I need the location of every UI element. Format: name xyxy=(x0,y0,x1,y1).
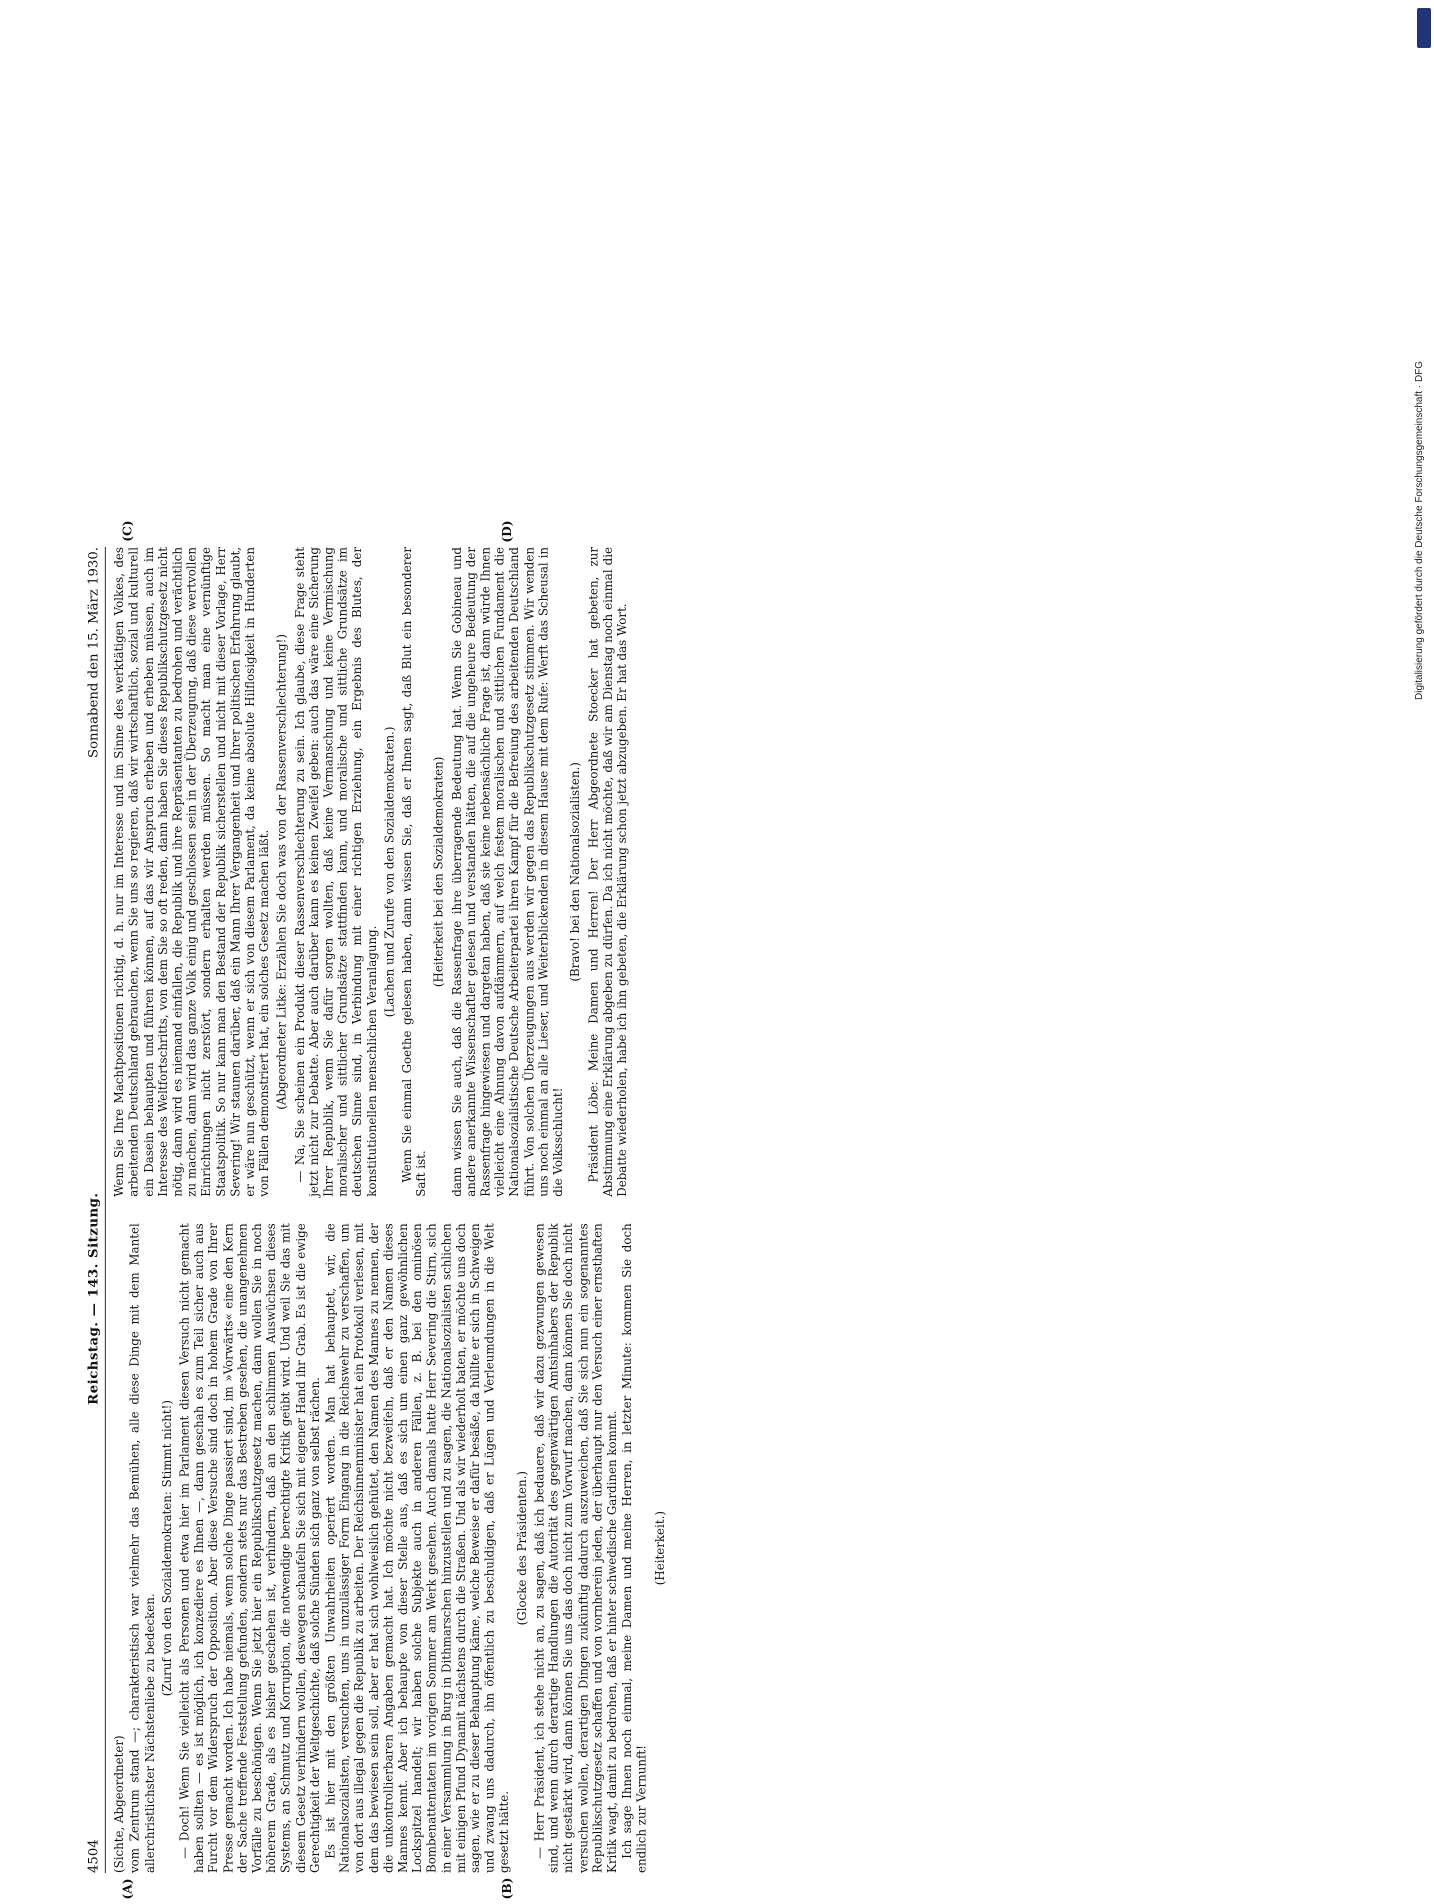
interjection: (Glocke des Präsidenten.) xyxy=(514,1470,529,1626)
interjection: (Zuruf von den Sozialdemokraten: Stimmt nicht!) xyxy=(159,1400,175,1697)
page-number: 4504 xyxy=(86,1839,102,1873)
paragraph: Präsident Löbe: Meine Damen und Herren! Der Herr Abgeordnete Stoecker hat gebeten, zur Abstimmung eine Erklärung abgeben zu dürfen. Da ich nicht möchte, daß wir am Dienstag noch einmal die Debatte wiederholen, habe ich ihn gebeten, die Erklärung schon jetzt abzugeben. Er hat das Wort. xyxy=(585,547,630,1197)
margin-marker-b: (B) xyxy=(499,1877,515,1900)
paragraph: — Doch! Wenn Sie vielleicht als Personen und etwa hier im Parlament diesen Versuch nicht gemacht haben sollten — es ist möglich, ich konzediere es Ihnen —, dann geschah es zum Teil sicher auch aus Furcht vor dem Widerspruch der Opposition. Aber diese Versuche sind doch in hohem Grade von Ihrer Presse gemacht worden. Ich habe niemals, wenn solche Dinge passiert sind, im »Vorwärts« eine den Kern der Sache treffende Feststellung gefunden, sondern stets nur das Bestreben gesehen, die unangenehmen Vorfälle zu beschönigen. Wenn Sie jetzt hier ein Republikschutzgesetz machen, dann wollen Sie in noch höherem Grade, als es bisher geschehen ist, verhindern, daß an den schlimmen Auswüchsen dieses Systems, an Schmutz und Korruption, die notwendige berechtigte Kritik geübt wird. Und weil Sie das mit diesem Gesetz verhindern wollen, deswegen schaufeln Sie sich mit eigener Hand ihr Grab. Es ist die ewige Gerechtigkeit der Weltgeschichte, daß solche Sünden sich ganz von selbst rächen. xyxy=(177,1223,322,1873)
digitization-note xyxy=(1414,10,1430,700)
left-column xyxy=(112,1223,669,1900)
paragraph: Wenn Sie einmal Goethe gelesen haben, dann wissen Sie, daß er Ihnen sagt, daß Blut ein besonderer Saft ist. xyxy=(399,547,429,1197)
interjection: (Heiterkeit bei den Sozialdemokraten) xyxy=(431,756,447,988)
margin-marker-c: (C) xyxy=(120,520,135,542)
document-page xyxy=(81,516,958,1903)
paragraph: vom Zentrum stand —; charakteristisch war vielmehr das Bemühen, alle diese Dinge mit dem Mantel allerchristlichster Nächstenliebe zu bedecken. xyxy=(127,1223,157,1873)
text-columns xyxy=(112,520,669,1900)
margin-marker-d: (D) xyxy=(499,520,515,543)
paragraph: — Na, Sie scheinen ein Produkt dieser Rassenverschlechterung zu sein. Ich glaube, diese Frage steht jetzt nicht zur Debatte. Aber auch darüber kann es keinen Zweifel geben: auch das wäre eine Sicherung Ihrer Republik, wenn Sie dafür sorgen wollten, daß keine Vermanschung und keine Vermischung moralischer und sittlicher Grundsätze stattfinden kann, und moralische und sittliche Grundsätze im deutschen Sinne sind, in Verbindung mit einer richtigen Erziehung, ein Ergebnis des Blutes, der konstitutionellen menschlichen Veranlagung. xyxy=(292,547,379,1197)
interjection: (Lachen und Zurufe von den Sozialdemokraten.) xyxy=(382,726,397,1018)
page-header xyxy=(88,547,107,1873)
paragraph: Ich sage Ihnen noch einmal, meine Damen und meine Herren, in letzter Minute: kommen Sie doch endlich zur Vernunft! xyxy=(620,1223,649,1873)
paragraph: Wenn Sie Ihre Machtpositionen richtig, d. h. nur im Interesse und im Sinne des werktätigen Volkes, des arbeitenden Deutschland gebrauchen, wenn Sie uns so regieren, daß wir wirtschaftlich, sozial und kulturell ein Dasein behaupten und führen können, auf das wir Anspruch erheben und erheben müssen, auch im Interesse des Weltfortschritts, von dem Sie so oft reden, dann haben Sie dieses Republikschutzgesetz nicht nötig, dann wird es niemand einfallen, die Republik und ihre Repräsentanten zu bedrohen und verächtlich zu machen, dann wird das ganze Volk einig und geschlossen sein in der Überzeugung, daß diese wertvollen Einrichtungen nicht zerstört, sondern erhalten werden müssen. So macht man eine vernünftige Staatspolitik. So nur kann man den Bestand der Republik sicherstellen und nicht mit dieser Vorlage, Herr Severing! Wir staunen darüber, daß ein Mann Ihrer Vergangenheit und Ihrer politischen Erfahrung glaubt, er wäre nun geschützt, wenn er sich von diesem Parlament, da keine absolute Hilflosigkeit in Hunderten von Fällen demonstriert hat, ein solches Gesetz machen läßt. xyxy=(112,547,272,1197)
session-date: Sonnabend den 15. März 1930. xyxy=(86,547,102,759)
paragraph: Es ist hier mit den größten Unwahrheiten operiert worden. Man hat behauptet, wir, die Nationalsozialisten, versuchten, uns in unzulässiger Form Eingang in die Reichswehr zu verschaffen, um von dort aus illegal gegen die Republik zu arbeiten. Der Reichsinnenminister hat ein Protokoll verlesen, mit dem das bewiesen sein soll, aber er hat sich wohlweislich gehütet, den Namen des Mannes zu nennen, der die unkontrollierbaren Angaben gemacht hat. Ich möchte nicht bezweifeln, daß er den Namen dieses Mannes kennt. Aber ich behaupte von dieser Stelle aus, daß es sich um einen ganz gewöhnlichen Lockspitzel handelt; wir haben solche Subjekte auch in anderen Fällen, z. B. bei den ominösen Bombenattentaten im vorigen Sommer am Werk gesehen. Auch damals hatte Herr Severing die Stirn, sich in einer Versammlung in Burg in Dithmarschen hinzustellen und zu sagen, die Nationalsozialisten schlichen mit einigen Pfund Dynamit nächstens durch die Straßen. Und als wir wiederholt baten, er möchte uns doch sagen, wie er zu dieser Behauptung käme, welche Beweise er dafür besäße, da hüllte er sich in Schweigen und zwang uns dadurch, ihn öffentlich zu beschuldigen, daß er Lügen und Verleumdungen in die Welt gesetzt hätte. xyxy=(323,1223,512,1873)
right-column xyxy=(112,520,669,1197)
interjection: (Heiterkeit.) xyxy=(652,1511,667,1586)
paragraph: (Sichte, Abgeordneter) xyxy=(112,1735,127,1873)
interjection: (Abgeordneter Litke: Erzählen Sie doch was von der Rassenverschlechterung!) xyxy=(274,634,289,1110)
interjection: (Bravo! bei den Nationalsozialisten.) xyxy=(568,762,583,982)
digitization-note-text: Digitalisierung gefördert durch die Deutsche Forschungsgemeinschaft · DFG xyxy=(1414,360,1425,700)
session-title: Reichstag. — 143. Sitzung. xyxy=(86,1192,102,1405)
margin-marker-a: (A) xyxy=(120,1878,135,1900)
paragraph: dann wissen Sie auch, daß die Rassenfrage ihre überragende Bedeutung hat. Wenn Sie Gobineau und andere anerkannte Wissenschaftler gelesen und verstanden hätten, die auf die ungeheure Bedeutung der Rassenfrage hingewiesen und dargetan haben, daß sie keine nebensächliche Frage ist, dann würde Ihnen vielleicht eine Ahnung davon aufdämmern, auf welch festem moralischen und sittlichen Fundament die Nationalsozialistische Deutsche Arbeiterpartei ihren Kampf für die Befreiung des arbeitenden Deutschland führt. Von solchen Überzeugungen aus werden wir gegen das Republikschutzgesetz stimmen. Wir wenden uns noch einmal an alle Lieser, und Weiterblickenden in diesem Hause mit dem Rufe: Werft das Scheusal in die Volksschlucht! xyxy=(449,547,565,1197)
paragraph: — Herr Präsident, ich stehe nicht an, zu sagen, daß ich bedauere, daß wir dazu gezwungen gewesen sind, und wenn durch derartige Handlungen die Autorität des gegenwärtigen Amtsinhabers der Republik nicht gestärkt wird, dann können Sie uns das doch nicht zum Vorwurf machen, dann können Sie doch nicht versuchen wollen, derartigen Dingen zukünftig dadurch auszuweichen, daß Sie sich nun ein sogenanntes Republikschutzgesetz schaffen und von vornherein jeden, der überhaupt nur den Versuch einer ernsthaften Kritik wagt, damit zu bedrohen, daß er hinter schwedische Gardinen kommt. xyxy=(532,1223,619,1873)
